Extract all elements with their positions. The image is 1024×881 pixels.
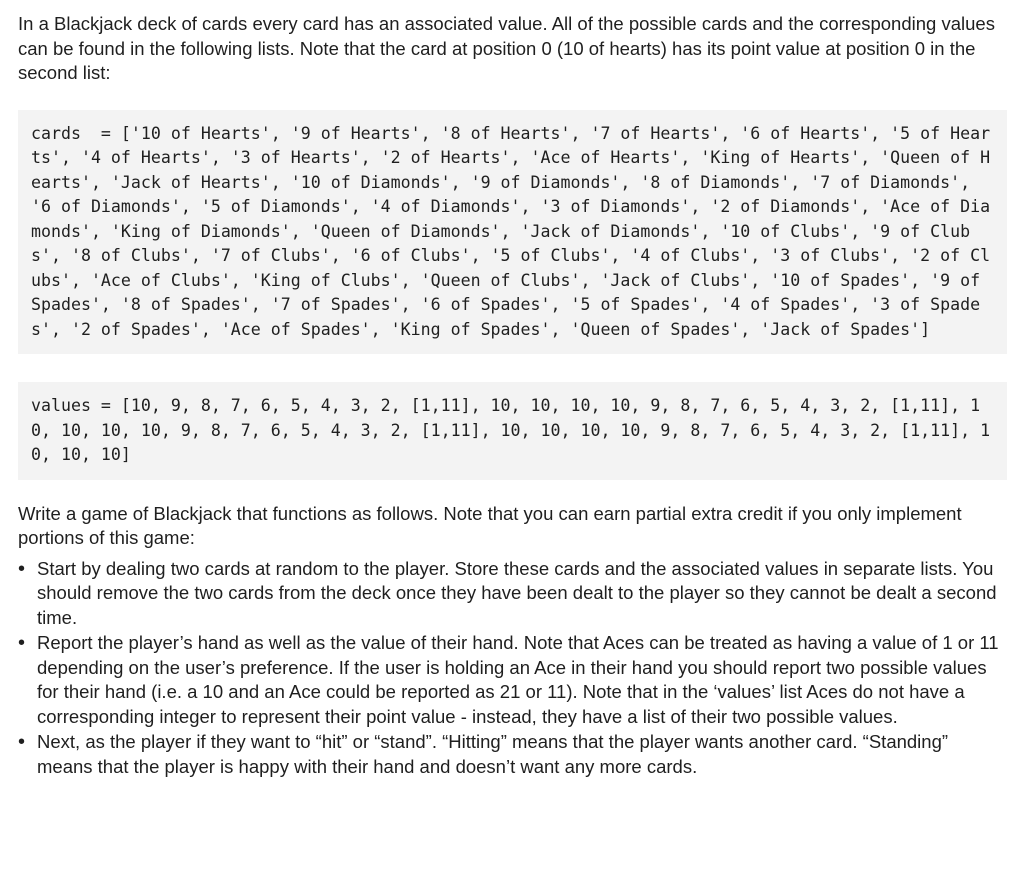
assignment-document bbox=[18, 12, 1008, 780]
instructions-list bbox=[18, 557, 1008, 780]
task-paragraph: Write a game of Blackjack that functions as follows. Note that you can earn partial extra credit if you only implement portions of this game: bbox=[18, 502, 962, 548]
cards-code-block: cards = ['10 of Hearts', '9 of Hearts', '8 of Hearts', '7 of Hearts', '6 of Hearts', '5 of Hearts', '4 of Hearts', '3 of Hearts', '2 of Hearts', 'Ace of Hearts', 'King of Hearts', 'Queen of Hearts', 'Jack of Hearts', '10 of Diamonds', '9 of Diamonds', '8 of Diamonds', '7 of Diamonds', '6 of Diamonds', '5 of Diamonds', '4 of Diamonds', '3 of Diamonds', '2 of Diamonds', 'Ace of Diamonds', 'King of Diamonds', 'Queen of Diamonds', 'Jack of Diamonds', '10 of Clubs', '9 of Clubs', '8 of Clubs', '7 of Clubs', '6 of Clubs', '5 of Clubs', '4 of Clubs', '3 of Clubs', '2 of Clubs', 'Ace of Clubs', 'King of Clubs', 'Queen of Clubs', 'Jack of Clubs', '10 of Spades', '9 of Spades', '8 of Spades', '7 of Spades', '6 of Spades', '5 of Spades', '4 of Spades', '3 of Spades', '2 of Spades', 'Ace of Spades', 'King of Spades', 'Queen of Spades', 'Jack of Spades'] bbox=[18, 110, 1007, 355]
list-item: • Start by dealing two cards at random to the player. Store these cards and the associated values in separate lists. You should remove the two cards from the deck once they have been dealt to the player so they cannot be dealt a second time. bbox=[37, 557, 1008, 631]
list-item: • Next, as the player if they want to “hit” or “stand”. “Hitting” means that the player wants another card. “Standing” means that the player is happy with their hand and doesn’t want any more cards. bbox=[37, 730, 1008, 779]
list-item: • Report the player’s hand as well as the value of their hand. Note that Aces can be treated as having a value of 1 or 11 depending on the user’s preference. If the user is holding an Ace in their hand you should report two possible values for their hand (i.e. a 10 and an Ace could be reported as 21 or 11). Note that in the ‘values’ list Aces do not have a corresponding integer to represent their point value - instead, they have a list of their two possible values. bbox=[37, 631, 1008, 729]
values-code-block: values = [10, 9, 8, 7, 6, 5, 4, 3, 2, [1,11], 10, 10, 10, 10, 9, 8, 7, 6, 5, 4, 3, 2, [1,11], 10, 10, 10, 10, 9, 8, 7, 6, 5, 4, 3, 2, [1,11], 10, 10, 10, 10, 9, 8, 7, 6, 5, 4, 3, 2, [1,11], 10, 10, 10] bbox=[18, 382, 1007, 480]
intro-paragraph: In a Blackjack deck of cards every card has an associated value. All of the possible cards and the corresponding values can be found in the following lists. Note that the card at position 0 (10 of hearts) has its point value at position 0 in the second list: bbox=[18, 13, 995, 83]
